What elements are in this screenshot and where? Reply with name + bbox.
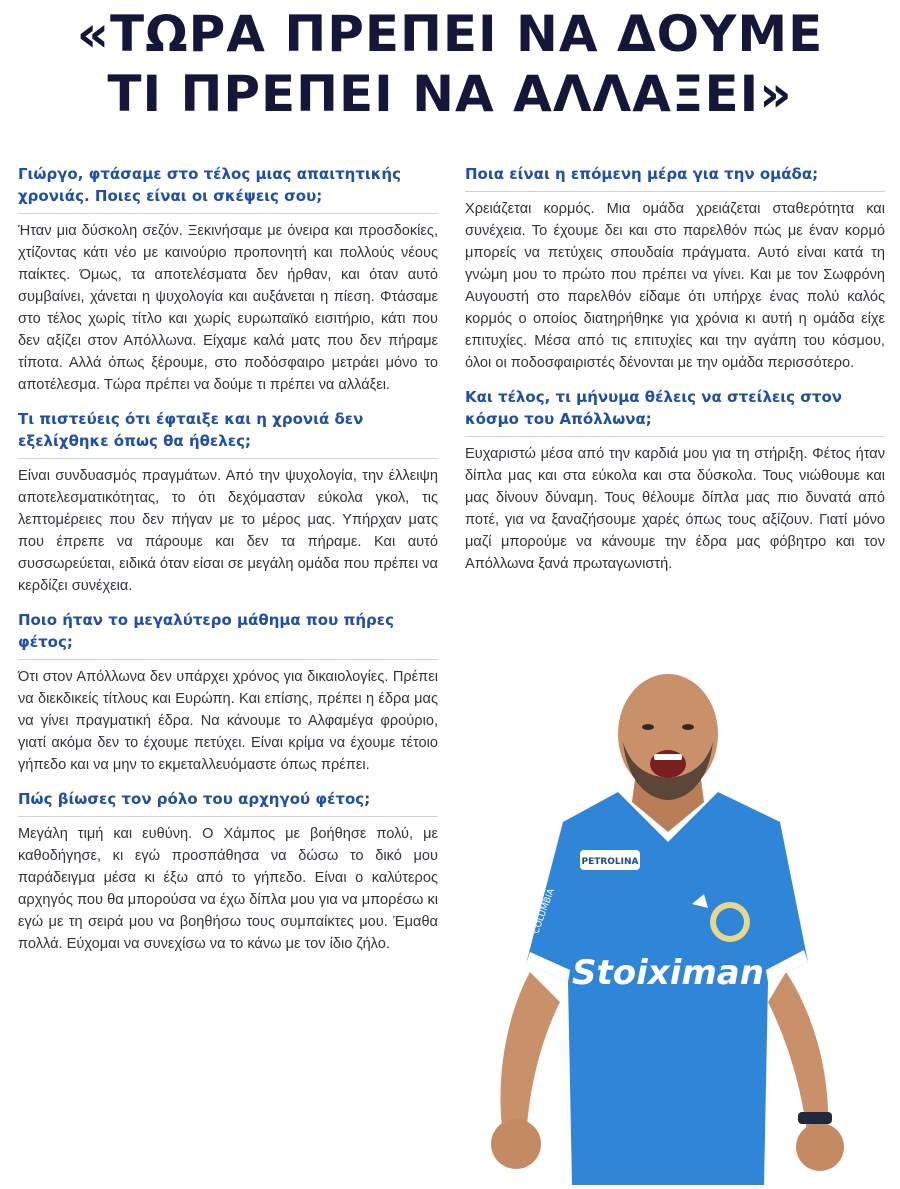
qa-block — [465, 386, 885, 575]
chest-sponsor-text: PETROLINA — [581, 857, 639, 867]
qa-block — [465, 163, 885, 374]
article-headline — [0, 4, 900, 124]
qa-block — [18, 408, 438, 597]
interview-question: Τι πιστεύεις ότι έφταιξε και η χρονιά δεν εξελίχθηκε όπως θα ήθελες; — [18, 408, 438, 459]
main-sponsor-text: Stoiximan — [572, 953, 764, 993]
interview-answer: Μεγάλη τιμή και ευθύνη. Ο Χάμπος με βοήθησε πολύ, με καθοδήγησε, κι εγώ προσπάθησα να δώσω το δικό μου παράδειγμα μέσα κι έξω από το γήπεδο. Είναι ο καλύτερος αρχηγός που θα μπορούσα να έχω δίπλα μου για να μπορέσω κι εγώ με τη σειρά μου να βοηθήσω τους συμπαίκτες μου. Έμαθα πολλά. Εύχομαι να συνεχίσω να το κάνω με τον ίδιο ζήλο. — [18, 826, 438, 952]
interview-question: Ποια είναι η επόμενη μέρα για την ομάδα; — [465, 163, 885, 192]
right-column — [465, 163, 885, 587]
interview-question: Και τέλος, τι μήνυμα θέλεις να στείλεις στον κόσμο του Απόλλωνα; — [465, 386, 885, 437]
player-photo — [468, 672, 868, 1185]
interview-question: Ποιο ήταν το μεγαλύτερο μάθημα που πήρες φέτος; — [18, 609, 438, 660]
headline-line-1: «ΤΩΡΑ ΠΡΕΠΕΙ ΝΑ ΔΟΥΜΕ — [76, 5, 824, 63]
headline-line-2: ΤΙ ΠΡΕΠΕΙ ΝΑ ΑΛΛΑΞΕΙ» — [107, 65, 793, 123]
interview-question: Πώς βίωσες τον ρόλο του αρχηγού φέτος; — [18, 788, 438, 817]
sleeve-sponsor-text: COLUMBIA — [531, 887, 557, 936]
left-column — [18, 163, 438, 967]
interview-answer: Ότι στον Απόλλωνα δεν υπάρχει χρόνος για δικαιολογίες. Πρέπει να διεκδικείς τίτλους και Ευρώπη. Και επίσης, πρέπει η έδρα μας να γίνει πραγματική έδρα. Να κάνουμε το Αλφαμέγα φρούριο, γιατί ακόμα δεν το έχουμε πετύχει. Είναι κρίμα να έχουμε τέτοιο γήπεδο και να μην το εκμεταλλευόμαστε όπως πρέπει. — [18, 669, 438, 773]
interview-answer: Χρειάζεται κορμός. Μια ομάδα χρειάζεται σταθερότητα και συνέχεια. Το έχουμε δει και στο παρελθόν πώς με έναν κορμό μπορείς να πετύχεις σπουδαία πράγματα. Αυτό είναι κατά τη γνώμη μου το πρώτο που πρέπει να γίνει. Και με τον Σωφρόνη Αυγουστή στο παρελθόν είδαμε ότι υπήρχε ένας πολύ καλός κορμός ο οποίος διατηρήθηκε για χρόνια κι αυτή η ομάδα είχε επιτυχίες. Μέσα από τις επιτυχίες και την αγάπη του κόσμου, όλοι οι ποδοσφαιριστές δένονται με την ομάδα περισσότερο. — [465, 201, 885, 371]
interview-answer: Ήταν μια δύσκολη σεζόν. Ξεκινήσαμε με όνειρα και προσδοκίες, χτίζοντας κάτι νέο με καινούριο προπονητή και πολλούς νέους παίκτες. Όμως, τα αποτελέσματα δεν ήρθαν, και όταν αυτό συμβαίνει, χάνεται η ψυχολογία και αυξάνεται η πίεση. Φτάσαμε στο τέλος χωρίς τίτλο και χωρίς ευρωπαϊκό εισιτήριο, κάτι που δεν αξίζει στον Απόλλωνα. Είχαμε καλά ματς που δεν πήραμε τίποτα. Αλλά όπως ξέρουμε, στο ποδόσφαιρο μετράει μόνο το αποτέλεσμα. Τώρα πρέπει να δούμε τι πρέπει να αλλάξει. — [18, 223, 438, 393]
interview-answer: Ευχαριστώ μέσα από την καρδιά μου για τη στήριξη. Φέτος ήταν δίπλα μας και στα εύκολα και στα δύσκολα. Τους νιώθουμε και μας δίνουν δύναμη. Τους θέλουμε δίπλα μας πιο δυνατά από ποτέ, για να ξαναζήσουμε χαρές όπως τους αξίζουν. Γιατί μόνο μαζί μπορούμε να κάνουμε την έδρα μας φόβητρο και τον Απόλλωνα ξανά πρωταγωνιστή. — [465, 446, 885, 572]
qa-block — [18, 609, 438, 776]
interview-question: Γιώργο, φτάσαμε στο τέλος μιας απαιτητικής χρονιάς. Ποιες είναι οι σκέψεις σου; — [18, 163, 438, 214]
interview-answer: Είναι συνδυασμός πραγμάτων. Από την ψυχολογία, την έλλειψη αποτελεσματικότητας, το ότι δεχόμασταν εύκολα γκολ, τις λεπτομέρειες που δεν πήγαν με το μέρος μας. Υπήρχαν ματς που έπρεπε να πάρουμε και δεν τα πήραμε. Και αυτό συσσωρεύεται, ειδικά όταν είσαι σε μεγάλη ομάδα που πρέπει να κερδίζει συνέχεια. — [18, 468, 438, 594]
qa-block — [18, 163, 438, 396]
qa-block — [18, 788, 438, 955]
